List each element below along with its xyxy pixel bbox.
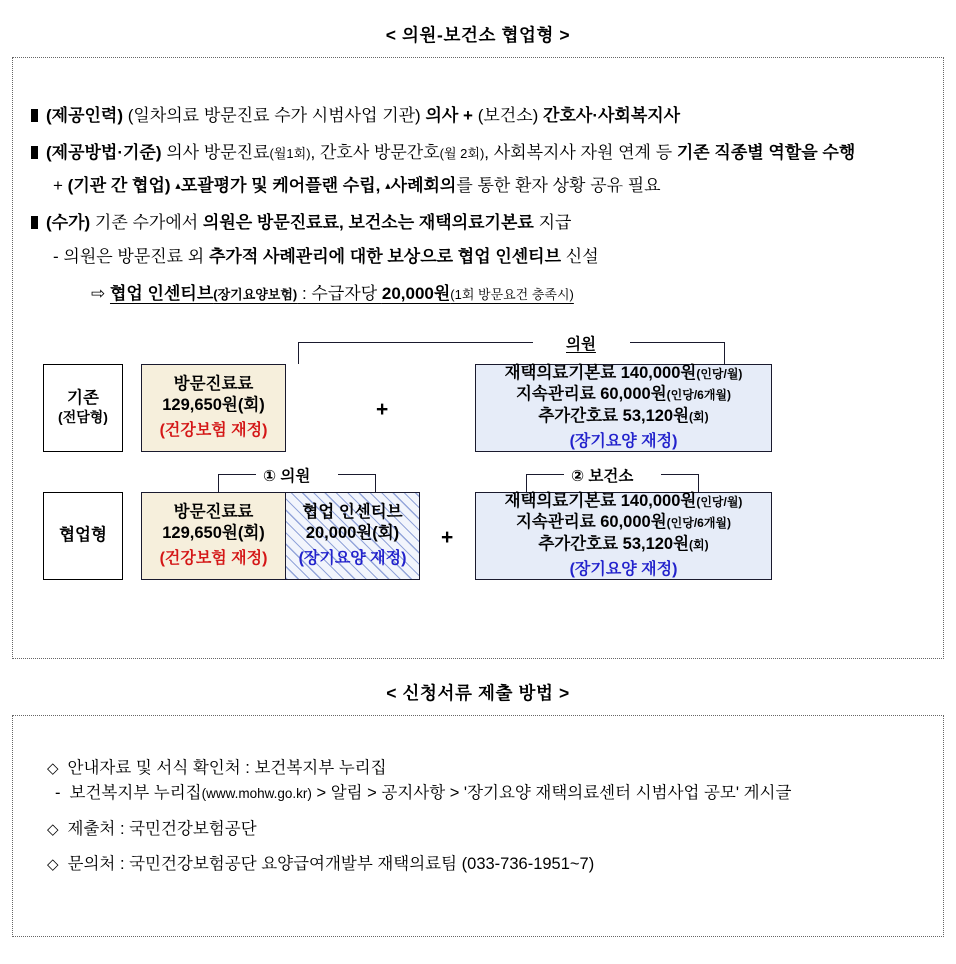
- row1-visit-fee-unit: (회): [237, 396, 265, 415]
- row1-type-name: 기존: [67, 389, 99, 408]
- row2-clinic-connector-left: [218, 474, 256, 475]
- bullet1-mid2: (보건소): [477, 106, 539, 125]
- page-title-bottom: < 신청서류 제출 방법 >: [386, 683, 570, 703]
- row2-incentive-amount: 20,000원: [305, 524, 373, 543]
- row2-visit-fee-box: [141, 492, 286, 580]
- row1-visit-fee-finance: (건강보험 재정): [159, 422, 268, 440]
- row2-incentive-finance: (장기요양 재정): [298, 550, 407, 568]
- row2-health-connector-left: [526, 474, 564, 475]
- row2-hc-r1-unit: (인당/월): [696, 495, 743, 510]
- submission-line-path: [13, 781, 943, 806]
- submission-path-nav: > 알림 > 공지사항 > '장기요양 재택의료센터 시범사업 공모' 게시글: [311, 783, 792, 802]
- row2-hc-r1-name: 재택의료기본료: [504, 492, 617, 511]
- row2-hc-r3-name: 추가간호료: [538, 534, 619, 553]
- row1-home-care-row2: [516, 384, 731, 405]
- row2-hc-r1-amount: 140,000원: [620, 492, 697, 511]
- square-bullet-icon: [31, 146, 38, 159]
- row2-clinic-connector-right-vertical: [375, 474, 376, 492]
- row2-hc-r2-name: 지속관리료: [515, 513, 596, 532]
- row1-hc-r1-unit: (인당/월): [696, 367, 743, 382]
- row1-hc-r1-name: 재택의료기본료: [504, 364, 617, 383]
- bullet2-sub2: (월 2회): [439, 146, 485, 162]
- bullet3-bold1: 포괄평가 및 케어플랜 수립,: [180, 176, 381, 196]
- bullet-inter-agency: [13, 174, 943, 198]
- row1-visit-fee-title: 방문진료료: [173, 374, 254, 393]
- bullet4-text1: 기존 수가에서: [94, 213, 199, 233]
- bullet2-bold1: 기존 직종별 역할을 수행: [676, 143, 856, 163]
- bullet-provision-method: [13, 141, 943, 165]
- bullet5-text1: 의원은 방문진료 외: [63, 246, 205, 266]
- row2-clinic-connector-left-vertical: [218, 474, 219, 492]
- fee-structure-diagram: [13, 332, 943, 598]
- page-title-top: < 의원-보건소 협업형 >: [385, 25, 571, 45]
- row1-clinic-connector-horizontal: [298, 342, 533, 343]
- bullet3-plus: +: [53, 176, 63, 196]
- row1-type-label-box: [43, 364, 123, 452]
- bullet-incentive-new: [13, 245, 943, 269]
- row2-health-connector-left-vertical: [526, 474, 527, 492]
- row2-type-label-box: [43, 492, 123, 580]
- row2-health-connector-right-vertical: [698, 474, 699, 492]
- bullet6-text1: : 수급자당: [297, 283, 382, 303]
- bullet4-text2: 지급: [538, 213, 572, 233]
- submission-path-url[interactable]: (www.mohw.go.kr): [201, 785, 312, 801]
- row1-health-connector-horizontal: [630, 342, 725, 343]
- bullet-provider-staff: [13, 104, 943, 128]
- row1-visit-fee-box: [141, 364, 286, 452]
- row2-incentive-box: [285, 492, 420, 580]
- triangle-marker-icon: ▴: [385, 180, 391, 193]
- bullet2-text3: , 사회복지사 자원 연계 등: [484, 143, 673, 163]
- bullet5-dash: -: [53, 246, 59, 266]
- bullet4-tag: (수가): [46, 213, 91, 233]
- row1-hc-r3-unit: (회): [689, 409, 709, 424]
- bullet2-text2: , 간호사 방문간호: [310, 143, 440, 163]
- bullet6-group: [110, 284, 574, 303]
- row2-incentive-amount-group: [306, 523, 399, 544]
- row2-visit-fee-finance: (건강보험 재정): [159, 550, 268, 568]
- row1-hc-r2-name: 지속관리료: [515, 385, 596, 404]
- row1-home-care-row3: [538, 406, 708, 427]
- row2-home-care-box: [475, 492, 772, 580]
- row2-hc-r2-amount: 60,000원: [600, 513, 667, 532]
- row1-home-care-box: [475, 364, 772, 452]
- row2-incentive-unit: (회): [372, 524, 400, 543]
- bullet6-sub1: (장기요양보험): [213, 286, 298, 302]
- row1-home-care-finance: (장기요양 재정): [569, 432, 678, 450]
- row2-visit-fee-unit: (회): [237, 524, 265, 543]
- submission-line-guide: [13, 756, 943, 781]
- bullet4-bold1: 의원은 방문진료료, 보건소는 재택의료기본료: [202, 213, 534, 233]
- triangle-marker-icon: ▴: [175, 180, 181, 193]
- row2-hc-r3-unit: (회): [689, 537, 709, 552]
- row1-connector-label-clinic: 의원: [566, 335, 596, 353]
- square-bullet-icon: [31, 109, 38, 122]
- row2-type-name: 협업형: [59, 526, 107, 545]
- dash-bullet-icon: -: [55, 783, 61, 802]
- bullet-incentive-amount: [13, 282, 943, 306]
- row2-home-care-row3: [538, 534, 708, 555]
- bullet5-bold1: 추가적 사례관리에 대한 보상으로 협업 인센티브: [208, 246, 562, 266]
- row2-visit-fee-amount: 129,650원: [162, 524, 238, 543]
- row1-hc-r3-amount: 53,120원: [622, 406, 690, 425]
- row1-plus-sign: +: [376, 397, 389, 421]
- bullet6-bold1: 협업 인센티브: [109, 283, 214, 303]
- diamond-bullet-icon: ◇: [47, 820, 59, 838]
- row1-clinic-connector-vertical: [298, 342, 299, 364]
- row2-visit-fee-title: 방문진료료: [173, 502, 254, 521]
- row2-hc-r2-unit: (인당/6개월): [666, 516, 732, 531]
- row2-clinic-connector-right: [338, 474, 376, 475]
- arrow-right-icon: ⇨: [91, 283, 106, 303]
- bullet3-text1: 를 통한 환자 상황 공유 필요: [456, 176, 661, 196]
- submission-info-panel: [12, 715, 944, 937]
- submission-line-office: [13, 817, 943, 842]
- bullet1-bold2: 간호사·사회복지사: [543, 106, 681, 125]
- row2-plus-sign: +: [441, 525, 454, 549]
- row2-home-care-row1: [505, 491, 743, 512]
- bullet3-bold2: 사례회의: [390, 176, 457, 196]
- bullet6-sub2: (1회 방문요건 충족시): [450, 286, 574, 302]
- row2-home-care-row2: [516, 512, 731, 533]
- bullet2-text1: 의사 방문진료: [166, 143, 270, 163]
- submission-office-text: 제출처 : 국민건강보험공단: [67, 819, 257, 838]
- row1-hc-r2-amount: 60,000원: [600, 385, 667, 404]
- bullet-fee-schedule: [13, 211, 943, 235]
- row1-visit-fee-amount: 129,650원: [162, 396, 238, 415]
- row2-incentive-title: 협업 인센티브: [302, 502, 403, 521]
- row2-visit-fee-amount-group: [162, 523, 265, 544]
- bullet1-plus: +: [463, 106, 473, 125]
- row1-home-care-row1: [505, 363, 743, 384]
- row1-hc-r2-unit: (인당/6개월): [666, 388, 732, 403]
- row1-hc-r3-name: 추가간호료: [538, 406, 619, 425]
- submission-guide-text: 안내자료 및 서식 확인처 : 보건복지부 누리집: [67, 759, 387, 777]
- diamond-bullet-icon: ◇: [47, 760, 59, 777]
- submission-path-text: 보건복지부 누리집: [69, 783, 202, 802]
- row2-connector-label-health: ② 보건소: [571, 467, 634, 485]
- row1-hc-r1-amount: 140,000원: [620, 364, 697, 383]
- submission-line-contact: [13, 852, 943, 877]
- row1-health-connector-vertical: [724, 342, 725, 364]
- row2-home-care-finance: (장기요양 재정): [569, 560, 678, 578]
- square-bullet-icon: [31, 216, 38, 229]
- bullet1-bold1: 의사: [425, 106, 459, 125]
- bullet5-text2: 신설: [565, 246, 599, 266]
- bullet2-sub1: (월1회): [269, 146, 311, 162]
- bullet6-bold2: 20,000원: [381, 283, 451, 303]
- submission-contact-text: 문의처 : 국민건강보험공단 요양급여개발부 재택의료팀 (033-736-1951~7): [67, 855, 595, 874]
- row2-connector-label-clinic: ① 의원: [263, 467, 311, 485]
- row2-health-connector-right: [661, 474, 699, 475]
- bullet2-tag: (제공방법·기준): [46, 143, 162, 163]
- bullet1-mid: (일차의료 방문진료 수가 시범사업 기관): [127, 106, 421, 125]
- diamond-bullet-icon: ◇: [47, 856, 59, 874]
- row1-type-sub: (전담형): [58, 409, 108, 426]
- bullet3-tag: (기관 간 협업): [67, 176, 171, 196]
- row2-hc-r3-amount: 53,120원: [622, 534, 690, 553]
- row1-visit-fee-amount-group: [162, 395, 265, 416]
- bullet1-tag: (제공인력): [46, 106, 124, 125]
- top-content-panel: [12, 57, 944, 659]
